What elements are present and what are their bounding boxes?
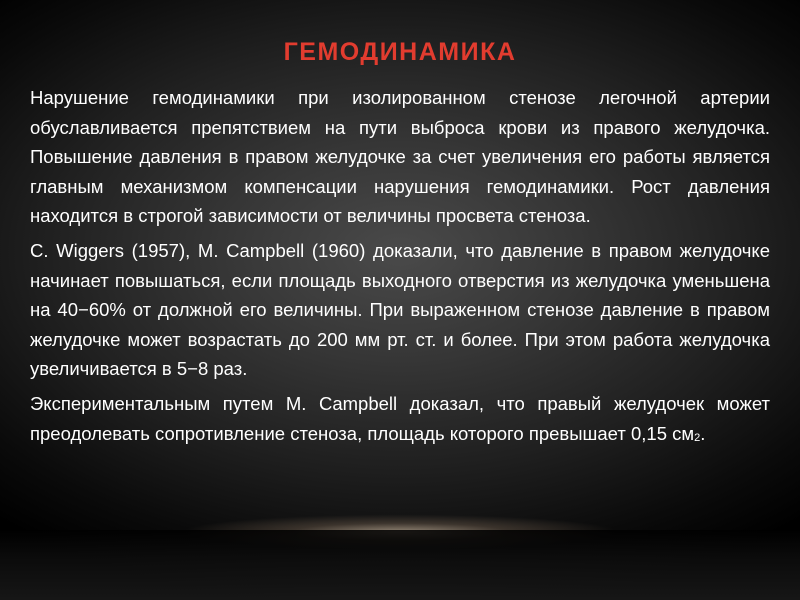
slide-body: [30, 83, 770, 458]
paragraph-period: .: [700, 422, 706, 444]
paragraph-hemodynamics: Нарушение гемодинамики при изолированном стенозе легочной артерии обуславливается препятствием на пути выброса крови из правого желудочка. Повышение давления в правом желудочке за счет увеличения его работы является главным механизмом компенсации нарушения гемодинамики. Рост давления находится в строгой зависимости от величины просвета стеноза.: [30, 87, 770, 227]
paragraph-wiggers-campbell: C. Wiggers (1957), M. Campbell (1960) доказали, что давление в правом желудочке начинает повышаться, если площадь выходного отверстия из желудочка уменьшена на 40−60% от должной его величины. При выраженном стенозе давление в правом желудочке может возрастать до 200 мм рт. ст. и более. При этом работа желудочка увеличивается в 5−8 раз.: [30, 239, 770, 380]
slide-title: ГЕМОДИНАМИКА: [283, 38, 517, 66]
paragraph-experimental: [30, 389, 770, 453]
superscript-squared: 2: [694, 431, 701, 444]
paragraph-experimental-text: Экспериментальным путем M. Campbell доказал, что правый желудочек может преодолевать сопротивление стеноза, площадь которого превышает 0,15 см: [30, 392, 770, 444]
floor-reflection: [0, 530, 800, 600]
